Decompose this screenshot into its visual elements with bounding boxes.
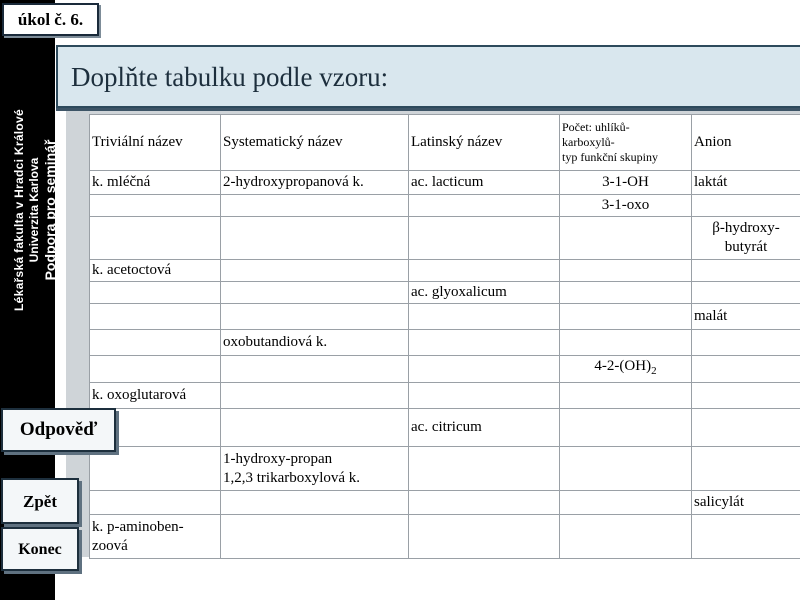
cell-anion[interactable]: salicylát — [692, 491, 800, 515]
cell-systematic[interactable]: 2-hydroxypropanová k. — [221, 171, 409, 195]
page-title: Doplňte tabulku podle vzoru: — [71, 62, 389, 92]
cell-systematic[interactable] — [221, 515, 409, 559]
cell-count[interactable] — [560, 491, 692, 515]
cell-systematic[interactable] — [221, 195, 409, 217]
cell-trivial[interactable]: k. acetoctová — [90, 260, 221, 282]
seminar-support-label: Podpora pro seminář — [41, 139, 58, 281]
cell-latin[interactable]: ac. citricum — [409, 409, 560, 447]
table-row — [90, 515, 800, 559]
acid-table — [89, 114, 800, 559]
cell-count[interactable] — [560, 447, 692, 491]
cell-count[interactable] — [560, 383, 692, 409]
cell-latin[interactable] — [409, 515, 560, 559]
table-row — [90, 260, 800, 282]
cell-latin[interactable] — [409, 330, 560, 356]
cell-count[interactable] — [560, 217, 692, 260]
sidebar-branding-3 — [0, 40, 58, 380]
header-count: Počet: uhlíků- karboxylů- typ funkční skupiny — [560, 115, 692, 171]
cell-anion[interactable] — [692, 515, 800, 559]
end-button[interactable]: Konec — [1, 527, 79, 571]
cell-anion[interactable] — [692, 330, 800, 356]
header-anion: Anion — [692, 115, 800, 171]
cell-trivial[interactable] — [90, 195, 221, 217]
title-bar — [56, 45, 800, 108]
cell-latin[interactable] — [409, 260, 560, 282]
cell-anion[interactable] — [692, 447, 800, 491]
cell-systematic[interactable] — [221, 304, 409, 330]
cell-anion[interactable] — [692, 282, 800, 304]
cell-latin[interactable] — [409, 356, 560, 383]
cell-count[interactable]: $4-2-(OH)_2$ — [560, 356, 692, 383]
header-systematic: Systematický název — [221, 115, 409, 171]
cell-trivial[interactable] — [90, 356, 221, 383]
cell-trivial[interactable] — [90, 282, 221, 304]
cell-systematic[interactable] — [221, 260, 409, 282]
cell-latin[interactable] — [409, 491, 560, 515]
cell-count[interactable] — [560, 304, 692, 330]
cell-trivial[interactable] — [90, 304, 221, 330]
cell-systematic[interactable]: 1-hydroxy-propan 1,2,3 trikarboxylová k. — [221, 447, 409, 491]
cell-anion[interactable]: malát — [692, 304, 800, 330]
task-label: úkol č. 6. — [2, 3, 99, 36]
cell-count[interactable] — [560, 515, 692, 559]
cell-count[interactable] — [560, 330, 692, 356]
cell-latin[interactable] — [409, 383, 560, 409]
header-trivial: Triviální název — [90, 115, 221, 171]
cell-trivial[interactable]: k. oxoglutarová — [90, 383, 221, 409]
cell-count[interactable]: 3-1-oxo — [560, 195, 692, 217]
cell-systematic[interactable] — [221, 491, 409, 515]
cell-anion[interactable] — [692, 409, 800, 447]
table-row — [90, 217, 800, 260]
cell-count[interactable] — [560, 409, 692, 447]
table-row — [90, 409, 800, 447]
cell-latin[interactable] — [409, 304, 560, 330]
back-button[interactable]: Zpět — [1, 478, 79, 524]
cell-systematic[interactable]: oxobutandiová k. — [221, 330, 409, 356]
cell-trivial[interactable]: k. mléčná — [90, 171, 221, 195]
cell-systematic[interactable] — [221, 409, 409, 447]
cell-latin[interactable] — [409, 217, 560, 260]
header-latin: Latinský název — [409, 115, 560, 171]
cell-latin[interactable]: ac. glyoxalicum — [409, 282, 560, 304]
cell-systematic[interactable] — [221, 217, 409, 260]
table-row — [90, 171, 800, 195]
table-row — [90, 447, 800, 491]
cell-anion[interactable] — [692, 195, 800, 217]
table-row — [90, 330, 800, 356]
table-row — [90, 282, 800, 304]
faculty-name: Lékařská fakulta v Hradci Králové — [11, 109, 26, 311]
cell-trivial[interactable] — [90, 330, 221, 356]
cell-anion[interactable]: β-hydroxy- butyrát — [692, 217, 800, 260]
table-row — [90, 195, 800, 217]
university-name: Univerzita Karlova — [26, 157, 41, 263]
cell-systematic[interactable] — [221, 383, 409, 409]
cell-systematic[interactable] — [221, 282, 409, 304]
cell-trivial[interactable] — [90, 491, 221, 515]
table-row — [90, 356, 800, 383]
cell-count[interactable] — [560, 282, 692, 304]
table-header-row — [90, 115, 800, 171]
cell-anion[interactable]: laktát — [692, 171, 800, 195]
cell-latin[interactable] — [409, 195, 560, 217]
cell-trivial[interactable] — [90, 447, 221, 491]
answer-button[interactable]: Odpověď — [1, 408, 116, 452]
cell-count[interactable]: 3-1-OH — [560, 171, 692, 195]
table-row — [90, 304, 800, 330]
cell-latin[interactable] — [409, 447, 560, 491]
cell-anion[interactable] — [692, 356, 800, 383]
table-row — [90, 491, 800, 515]
cell-systematic[interactable] — [221, 356, 409, 383]
table-row — [90, 383, 800, 409]
cell-anion[interactable] — [692, 260, 800, 282]
cell-anion[interactable] — [692, 383, 800, 409]
cell-trivial[interactable]: k. p-aminoben- zoová — [90, 515, 221, 559]
cell-latin[interactable]: ac. lacticum — [409, 171, 560, 195]
cell-trivial[interactable] — [90, 217, 221, 260]
cell-count[interactable] — [560, 260, 692, 282]
